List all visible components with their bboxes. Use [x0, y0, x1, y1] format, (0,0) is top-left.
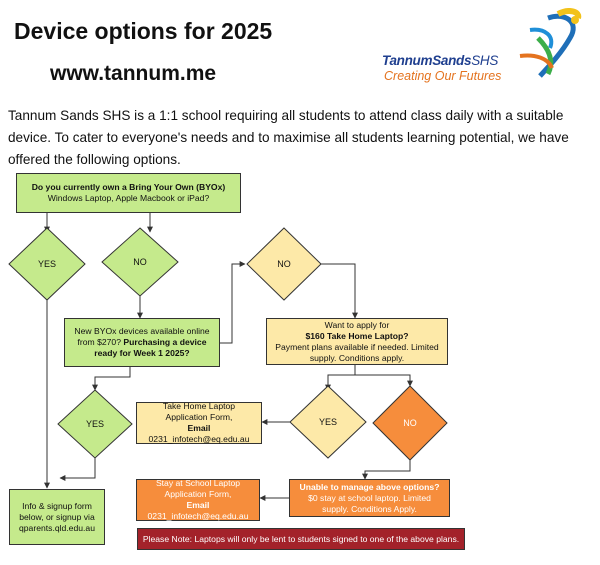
decision-label-no-3: NO	[403, 418, 417, 428]
take-home-form-email[interactable]: 0231_infotech@eq.edu.au	[148, 434, 250, 444]
take-home-form-title: Take Home Laptop	[162, 401, 236, 411]
decision-label-no-1: NO	[133, 257, 147, 267]
logo-tagline: Creating Our Futures	[384, 69, 502, 83]
connector-takehome-no	[355, 365, 410, 386]
website-url[interactable]: www.tannum.me	[50, 62, 217, 85]
take-home-form-email-label: Email	[187, 423, 211, 433]
decision-label-yes-3: YES	[318, 417, 337, 427]
logo-name: TannumSandsSHS	[382, 53, 499, 68]
unable-options-box	[289, 479, 450, 517]
connector-no-takehome	[320, 264, 355, 318]
connector-takehome-yes	[328, 365, 355, 390]
new-byox-box	[64, 318, 220, 367]
decision-label-yes-1: YES	[37, 259, 56, 269]
take-home-question-lead: Want to apply for	[324, 319, 390, 330]
page-title: Device options for 2025	[14, 18, 273, 44]
take-home-form-label: Application Form,	[165, 412, 233, 422]
connector-newbyox-no	[220, 264, 245, 343]
stay-form-title: Stay at School Laptop	[155, 478, 241, 488]
decision-label-no-2: NO	[277, 259, 291, 269]
new-byox-question: Purchasing a device ready for Week 1 2025?	[94, 337, 207, 358]
laptop-note-box	[137, 528, 465, 550]
take-home-question-conditions: Payment plans available if needed. Limited supply. Conditions apply.	[275, 341, 439, 363]
take-home-form-box	[136, 402, 262, 444]
connector-newbyox-yes	[95, 367, 130, 390]
take-home-question-price: $160 Take Home Laptop?	[305, 330, 409, 341]
info-signup-box	[9, 489, 105, 545]
take-home-question-box	[266, 318, 448, 365]
unable-options-title: Unable to manage above options?	[299, 481, 440, 492]
new-byox-line-1: New BYOx devices available online	[74, 326, 210, 336]
stay-form-email-label: Email	[186, 500, 210, 510]
stay-at-school-form-box	[136, 479, 260, 521]
byox-question-title: Do you currently own a Bring Your Own (BYOx)	[31, 182, 226, 192]
info-signup-text: Info & signup form below, or signup via qparents.qld.edu.au	[19, 500, 95, 533]
connector-no3-unable	[365, 460, 410, 479]
new-byox-line-2: from $270?	[77, 337, 121, 347]
intro-text: Tannum Sands SHS is a 1:1 school requiring all students to attend class daily with a suitable device. To cater to everyone's needs and to maximise all students learning potential, we have offered the following options.	[8, 108, 569, 167]
decision-label-yes-2: YES	[85, 419, 104, 429]
laptop-note-text: Please Note: Laptops will only be lent to students signed to one of the above plans.	[142, 533, 460, 544]
unable-options-detail: $0 stay at school laptop. Limited supply. Conditions Apply.	[308, 492, 431, 514]
connector-yes2-info	[60, 458, 95, 478]
stay-form-label: Application Form,	[164, 489, 232, 499]
byox-question-box	[16, 173, 241, 213]
byox-question-subtitle: Windows Laptop, Apple Macbook or iPad?	[47, 193, 210, 203]
stay-form-email[interactable]: 0231_infotech@eq.edu.au	[147, 511, 249, 521]
